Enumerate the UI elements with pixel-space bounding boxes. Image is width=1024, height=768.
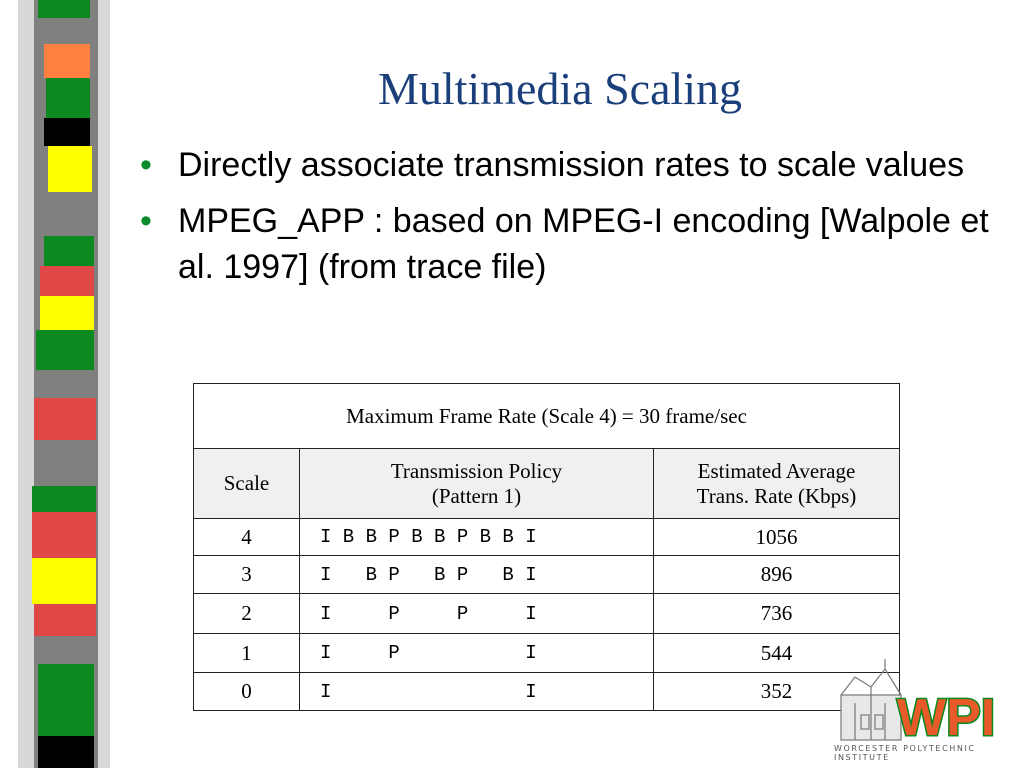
header-scale: Scale bbox=[194, 449, 300, 519]
stripe-black bbox=[38, 736, 94, 768]
header-policy-line1: Transmission Policy bbox=[390, 458, 563, 483]
bullet-item bbox=[140, 142, 1000, 188]
cell-pattern: I P P I bbox=[300, 594, 654, 634]
header-rate-line2: Trans. Rate (Kbps) bbox=[696, 483, 857, 508]
stripe-yellow bbox=[40, 296, 94, 330]
cell-scale: 1 bbox=[194, 634, 300, 673]
stripe-orange bbox=[44, 44, 90, 78]
cell-rate: 736 bbox=[654, 594, 900, 634]
stripe-red bbox=[34, 398, 96, 440]
cell-scale: 3 bbox=[194, 556, 300, 594]
cell-rate: 352 bbox=[654, 673, 900, 711]
cell-pattern: I B B P B B P B B I bbox=[300, 519, 654, 556]
header-policy-line2: (Pattern 1) bbox=[431, 483, 522, 508]
cell-rate: 1056 bbox=[654, 519, 900, 556]
header-rate-line1: Estimated Average bbox=[697, 458, 856, 483]
cell-pattern: I I bbox=[300, 673, 654, 711]
cell-scale: 2 bbox=[194, 594, 300, 634]
table-caption-row bbox=[194, 384, 900, 449]
wpi-caption: WORCESTER POLYTECHNIC INSTITUTE bbox=[834, 744, 976, 762]
table-row bbox=[194, 673, 900, 711]
scaling-table bbox=[193, 383, 900, 711]
bullet-icon: • bbox=[140, 146, 152, 184]
stripe-green bbox=[46, 78, 90, 118]
stripe-red bbox=[32, 512, 96, 558]
header-policy bbox=[300, 449, 654, 519]
header-rate bbox=[654, 449, 900, 519]
cell-pattern: I B P B P B I bbox=[300, 556, 654, 594]
cell-scale: 0 bbox=[194, 673, 300, 711]
bullet-text: Directly associate transmission rates to scale values bbox=[178, 146, 965, 184]
stripe-yellow bbox=[32, 558, 96, 604]
stripe-green bbox=[38, 664, 94, 736]
bullet-item bbox=[140, 198, 1000, 290]
wpi-logo-text: WPI bbox=[897, 689, 996, 747]
table-row bbox=[194, 594, 900, 634]
building-icon bbox=[841, 659, 901, 740]
stripe-yellow bbox=[48, 146, 92, 192]
table-row bbox=[194, 634, 900, 673]
bullet-text: MPEG_APP : based on MPEG-I encoding [Walpole et al. 1997] (from trace file) bbox=[178, 202, 989, 286]
stripe-green bbox=[38, 0, 90, 18]
table-header-row bbox=[194, 449, 900, 519]
slide-title: Multimedia Scaling bbox=[377, 63, 743, 114]
stripe-green bbox=[36, 330, 94, 370]
table-caption: Maximum Frame Rate (Scale 4) = 30 frame/sec bbox=[194, 384, 900, 449]
bullet-icon: • bbox=[140, 202, 152, 240]
cell-scale: 4 bbox=[194, 519, 300, 556]
stripe-green bbox=[44, 236, 94, 266]
stripe-red bbox=[40, 266, 94, 296]
stripe-green bbox=[32, 486, 96, 512]
bullet-list bbox=[140, 142, 1000, 300]
table-row bbox=[194, 519, 900, 556]
stripe-black bbox=[44, 118, 90, 146]
stripe-red bbox=[34, 604, 96, 636]
cell-rate: 896 bbox=[654, 556, 900, 594]
table-row bbox=[194, 556, 900, 594]
cell-rate: 544 bbox=[654, 634, 900, 673]
cell-pattern: I P I bbox=[300, 634, 654, 673]
